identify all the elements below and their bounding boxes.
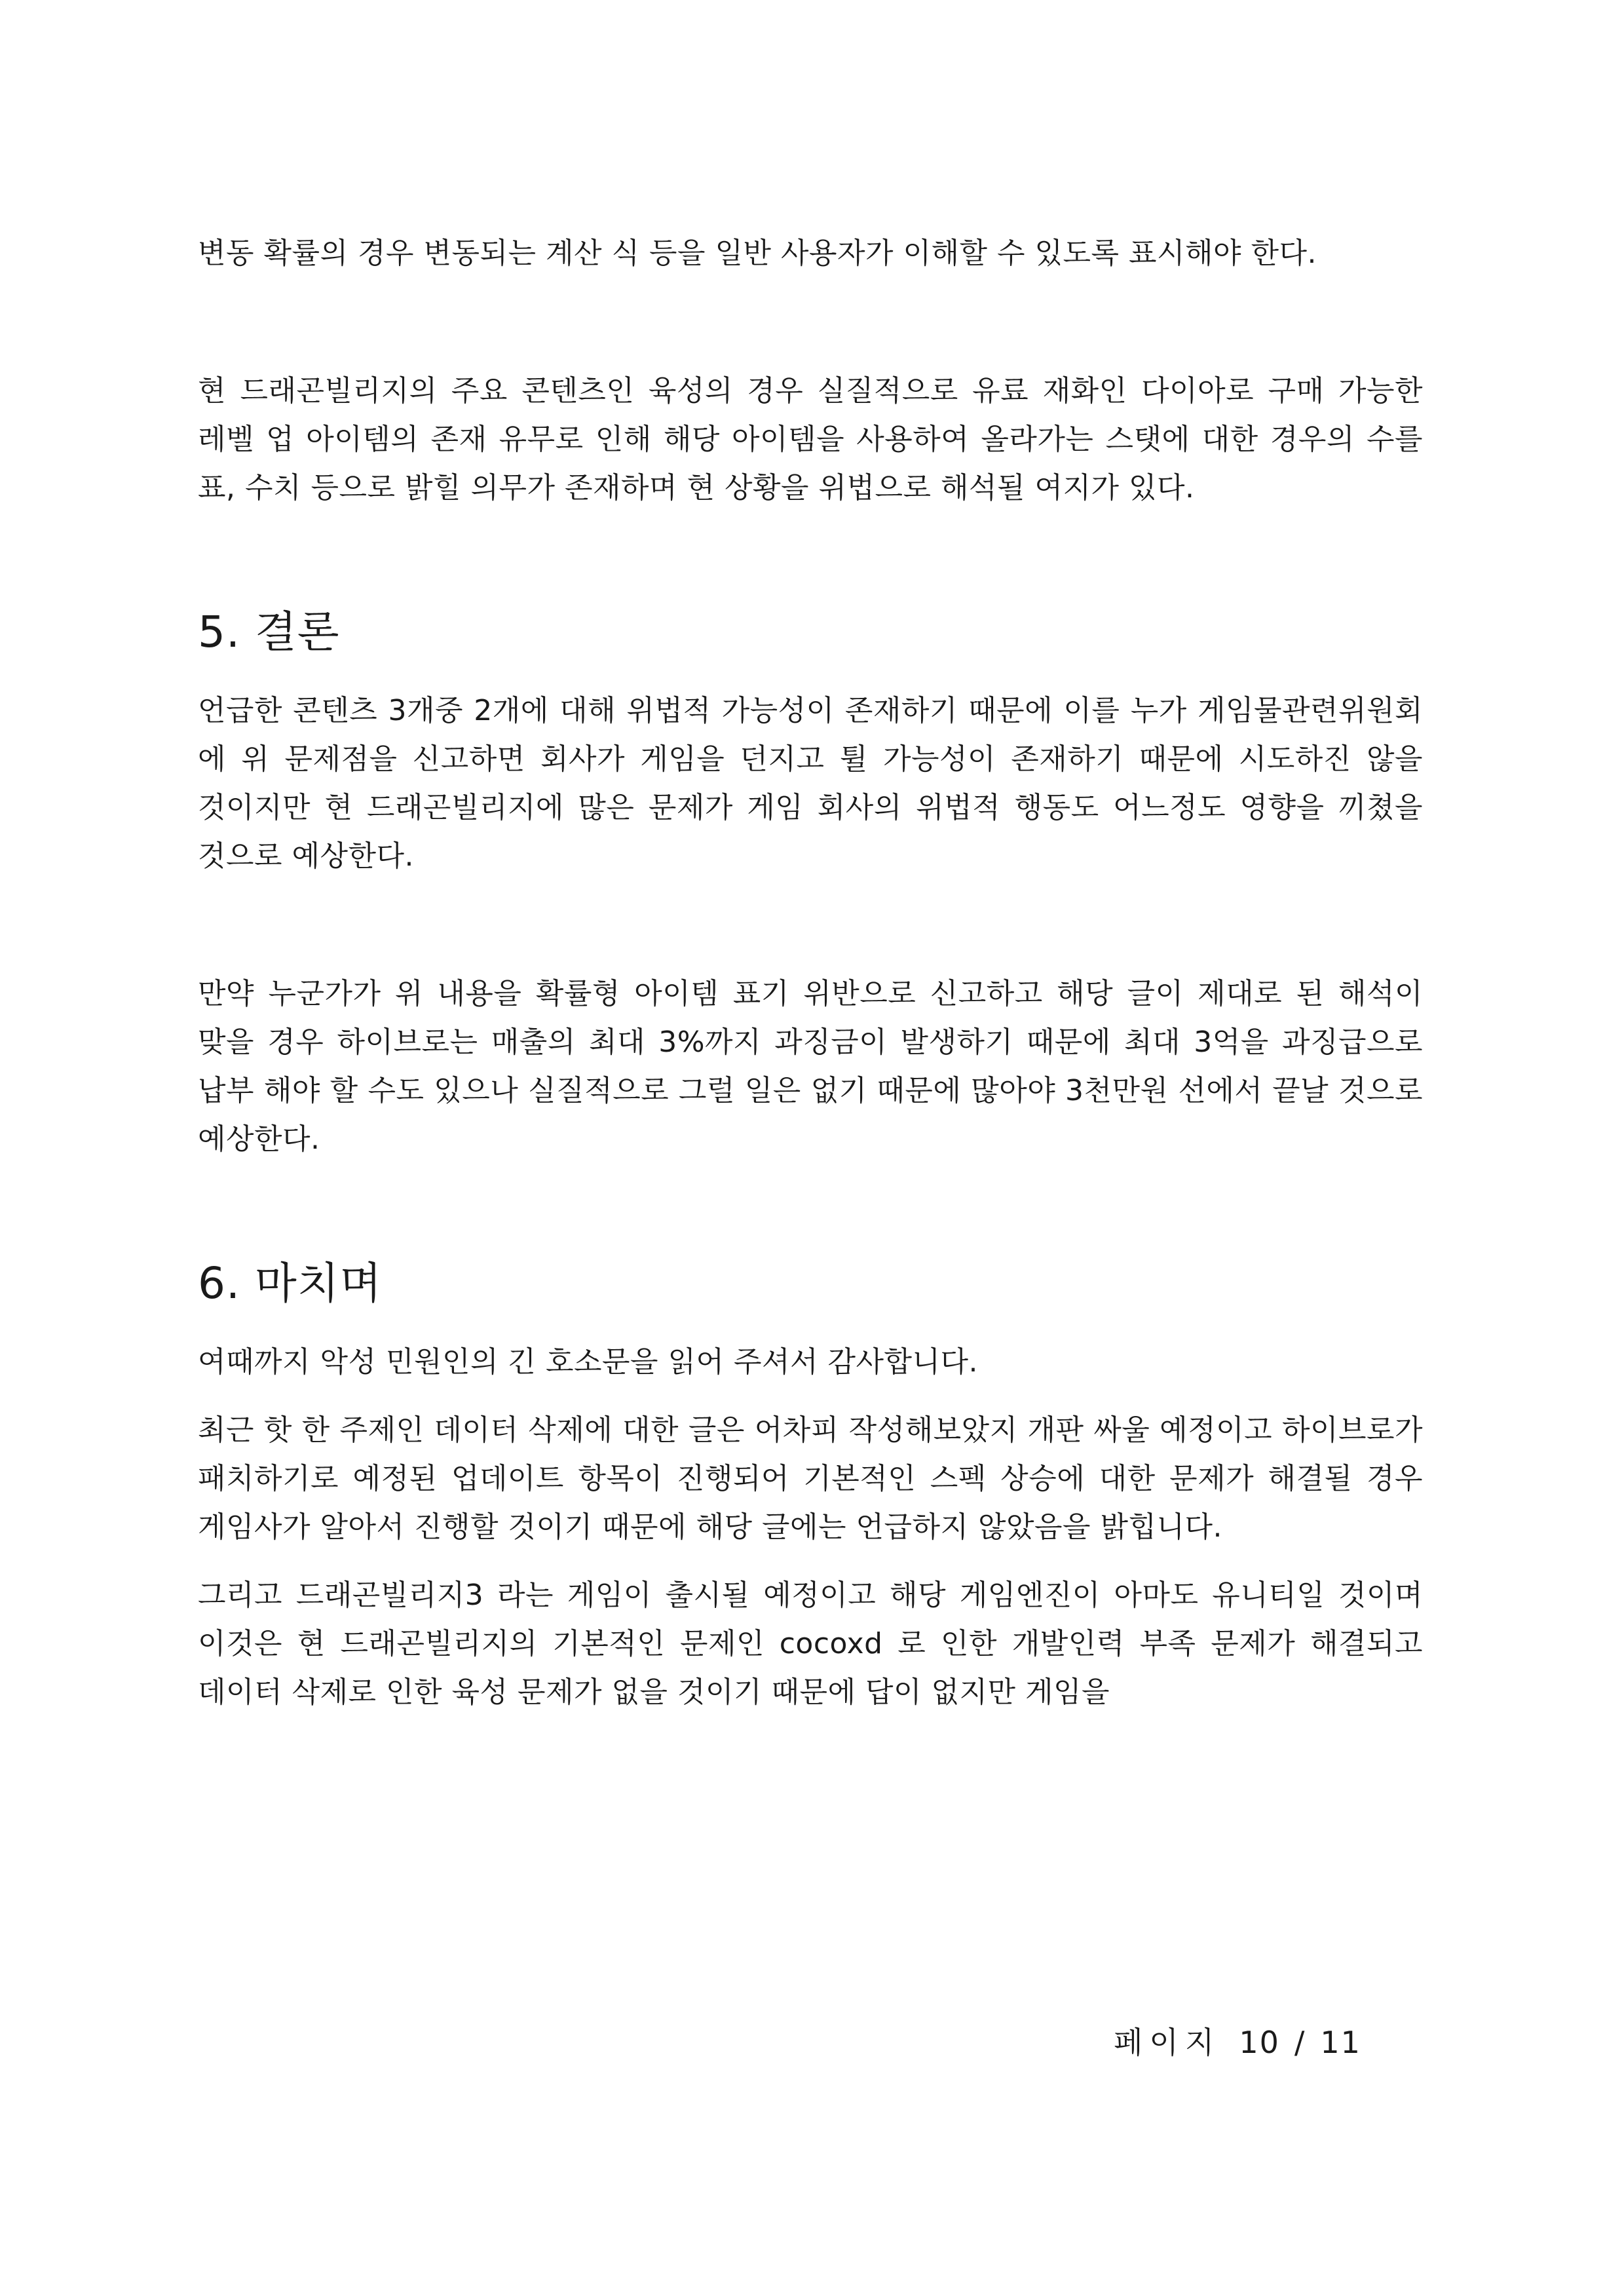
spacer <box>198 1552 1423 1571</box>
spacer <box>198 1320 1423 1338</box>
paragraph: 여때까지 악성 민원인의 긴 호소문을 읽어 주셔서 감사합니다. <box>198 1345 978 1379</box>
page-label: 페이지 <box>1114 2025 1221 2060</box>
paragraph: 변동 확률의 경우 변동되는 계산 식 등을 일반 사용자가 이해할 수 있도록 표시해야 한다. <box>198 237 1317 270</box>
paragraph: 최근 핫 한 주제인 데이터 삭제에 대한 글은 어차피 작성해보았지 개판 싸울 예정이고 하이브로가 패치하기로 예정된 업데이트 항목이 진행되어 기본적인 스펙 상승에 대한 문제가 해결될 경우 게임사가 알아서 진행할 것이기 때문에 해당 글에는 언급하지 않았음을 밝힙니다. <box>198 1413 1423 1544</box>
section-heading-conclusion: 5. 결론 <box>198 607 340 657</box>
spacer <box>198 668 1423 687</box>
page-number-footer <box>1114 2019 1361 2065</box>
spacer <box>198 881 1423 970</box>
spacer <box>198 1387 1423 1406</box>
spacer <box>198 278 1423 367</box>
paragraph: 만약 누군가가 위 내용을 확률형 아이템 표기 위반으로 신고하고 해당 글이 제대로 된 해석이 맞을 경우 하이브로는 매출의 최대 3%까지 과징금이 발생하기 때문에 최대 3억을 과징급으로 납부 해야 할 수도 있으나 실질적으로 그럴 일은 없기 때문에 많아야 3천만원 선에서 끝날 것으로 예상한다. <box>198 977 1423 1156</box>
total-pages-number: 11 <box>1320 2025 1361 2060</box>
spacer <box>198 512 1423 596</box>
section-heading-closing: 6. 마치며 <box>198 1258 383 1309</box>
page-content <box>198 229 1423 1717</box>
spacer <box>198 1164 1423 1248</box>
paragraph: 현 드래곤빌리지의 주요 콘텐츠인 육성의 경우 실질적으로 유료 재화인 다이아로 구매 가능한 레벨 업 아이템의 존재 유무로 인해 해당 아이템을 사용하여 올라가는 스탯에 대한 경우의 수를 표, 수치 등으로 밝힐 의무가 존재하며 현 상황을 위법으로 해석될 여지가 있다. <box>198 374 1423 505</box>
page-separator: / <box>1294 2025 1306 2060</box>
paragraph: 언급한 콘텐츠 3개중 2개에 대해 위법적 가능성이 존재하기 때문에 이를 누가 게임물관련위원회 에 위 문제점을 신고하면 회사가 게임을 던지고 튈 가능성이 존재하기 때문에 시도하진 않을 것이지만 현 드래곤빌리지에 많은 문제가 게임 회사의 위법적 행동도 어느정도 영향을 끼쳤을 것으로 예상한다. <box>198 694 1423 873</box>
current-page-number: 10 <box>1239 2025 1280 2060</box>
paragraph: 그리고 드래곤빌리지3 라는 게임이 출시될 예정이고 해당 게임엔진이 아마도 유니티일 것이며 이것은 현 드래곤빌리지의 기본적인 문제인 cocoxd 로 인한 개발인력 부족 문제가 해결되고 데이터 삭제로 인한 육성 문제가 없을 것이기 때문에 답이 없지만 게임을 <box>198 1578 1423 1709</box>
